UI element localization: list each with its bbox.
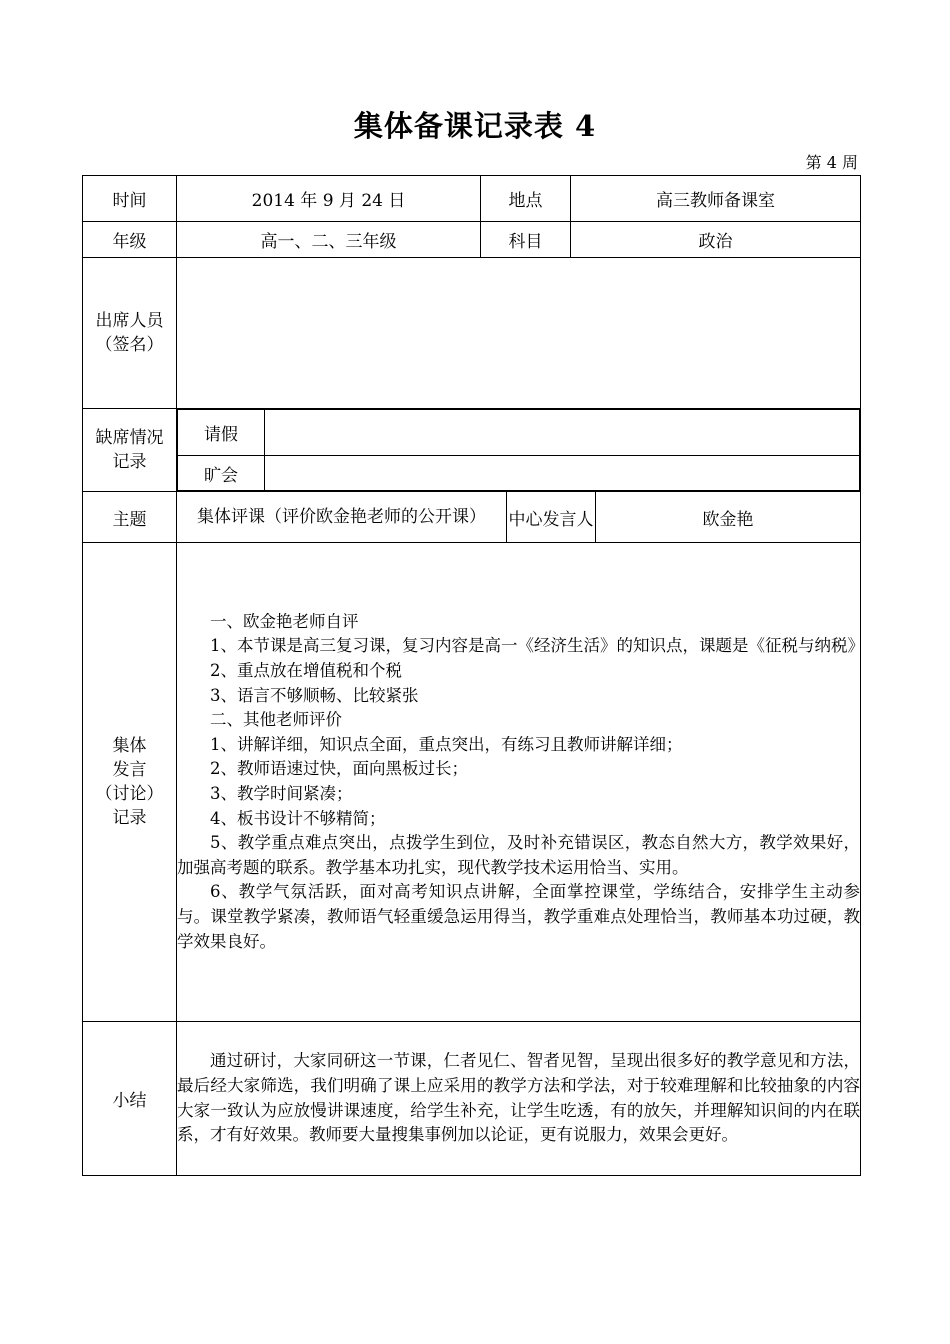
time-label: 时间 (83, 176, 177, 222)
discussion-paragraph: 一、欧金艳老师自评 (210, 611, 359, 631)
document-title: 集体备课记录表 4 (353, 109, 597, 143)
absence-detail-table (177, 409, 860, 491)
discussion-paragraph: 2、重点放在增值税和个税 (210, 661, 402, 681)
discussion-paragraph: 3、语言不够顺畅、比较紧张 (210, 685, 419, 705)
summary-text: 通过研讨，大家同研这一节课，仁者见仁、智者见智，呈现出很多好的教学意见和方法，最后经大家筛选，我们明确了课上应采用的教学方法和学法，对于较难理解和比较抽象的内容大家一致认为应放慢讲课速度，给学生补充，让学生吃透，有的放矢，并理解知识间的内在联系，才有好效果。教师要大量搜集事例加以论证，更有说服力，效果会更好。 (177, 1051, 861, 1145)
speaker-value: 欧金艳 (596, 492, 861, 543)
leave-value[interactable] (265, 410, 860, 456)
truant-label: 旷会 (178, 456, 265, 491)
time-value: 2014 年 9 月 24 日 (177, 176, 481, 222)
place-value: 高三教师备课室 (571, 176, 861, 222)
speaker-label: 中心发言人 (507, 492, 596, 543)
grade-label: 年级 (83, 222, 177, 258)
attendance-label-line2: （签名） (95, 335, 164, 355)
topic-value: 集体评课（评价欧金艳老师的公开课） (177, 492, 507, 543)
attendance-label-line1: 出席人员 (95, 311, 164, 331)
row-topic (83, 492, 861, 543)
row-attendance (83, 258, 861, 409)
grade-value: 高一、二、三年级 (177, 222, 481, 258)
attendance-signature-area[interactable] (177, 258, 861, 409)
row-absence (83, 409, 861, 492)
attendance-label (83, 258, 177, 409)
row-summary (83, 1022, 861, 1176)
place-label: 地点 (481, 176, 571, 222)
absence-label (83, 409, 177, 492)
discussion-paragraph: 1、讲解详细，知识点全面，重点突出，有练习且教师讲解详细； (210, 734, 683, 754)
truant-value[interactable] (265, 456, 860, 491)
row-time-place (83, 176, 861, 222)
discussion-label-line1: 集体 (112, 736, 147, 756)
week-number: 第 4 周 (805, 153, 858, 172)
discussion-record (177, 543, 864, 1022)
discussion-paragraph: 4、板书设计不够精简； (210, 808, 386, 828)
absence-label-line1: 缺席情况 (95, 428, 164, 448)
absence-detail-cell (177, 409, 861, 492)
topic-label: 主题 (83, 492, 177, 543)
discussion-paragraph: 6、教学气氛活跃，面对高考知识点讲解，全面掌控课堂，学练结合，安排学生主动参与。课堂教学紧凑，教师语气轻重缓急运用得当，教学重难点处理恰当，教师基本功过硬，教学效果良好。 (177, 882, 861, 951)
discussion-paragraph: 1、本节课是高三复习课，复习内容是高一《经济生活》的知识点，课题是《征税与纳税》 (210, 636, 864, 656)
absence-label-line2: 记录 (112, 452, 147, 472)
discussion-paragraph: 二、其他老师评价 (210, 710, 342, 730)
lesson-prep-record-table (82, 175, 864, 1176)
row-grade-subject (83, 222, 861, 258)
discussion-paragraph: 5、教学重点难点突出，点拨学生到位，及时补充错误区，教态自然大方，教学效果好，加强高考题的联系。教学基本功扎实，现代教学技术运用恰当、实用。 (177, 833, 861, 877)
row-discussion (83, 543, 861, 1022)
subject-label: 科目 (481, 222, 571, 258)
discussion-label-line2: 发言 (112, 760, 147, 780)
discussion-paragraph: 3、教学时间紧凑； (210, 784, 353, 803)
discussion-paragraph: 2、教师语速过快，面向黑板过长； (210, 759, 468, 779)
leave-label: 请假 (178, 410, 265, 456)
subject-value: 政治 (571, 222, 861, 258)
summary-cell (177, 1022, 861, 1176)
truant-row (178, 456, 860, 491)
summary-label: 小结 (83, 1022, 177, 1176)
discussion-label (83, 543, 177, 1022)
leave-row (178, 410, 860, 456)
discussion-label-line4: 记录 (112, 808, 147, 828)
discussion-label-line3: （讨论） (95, 784, 164, 804)
